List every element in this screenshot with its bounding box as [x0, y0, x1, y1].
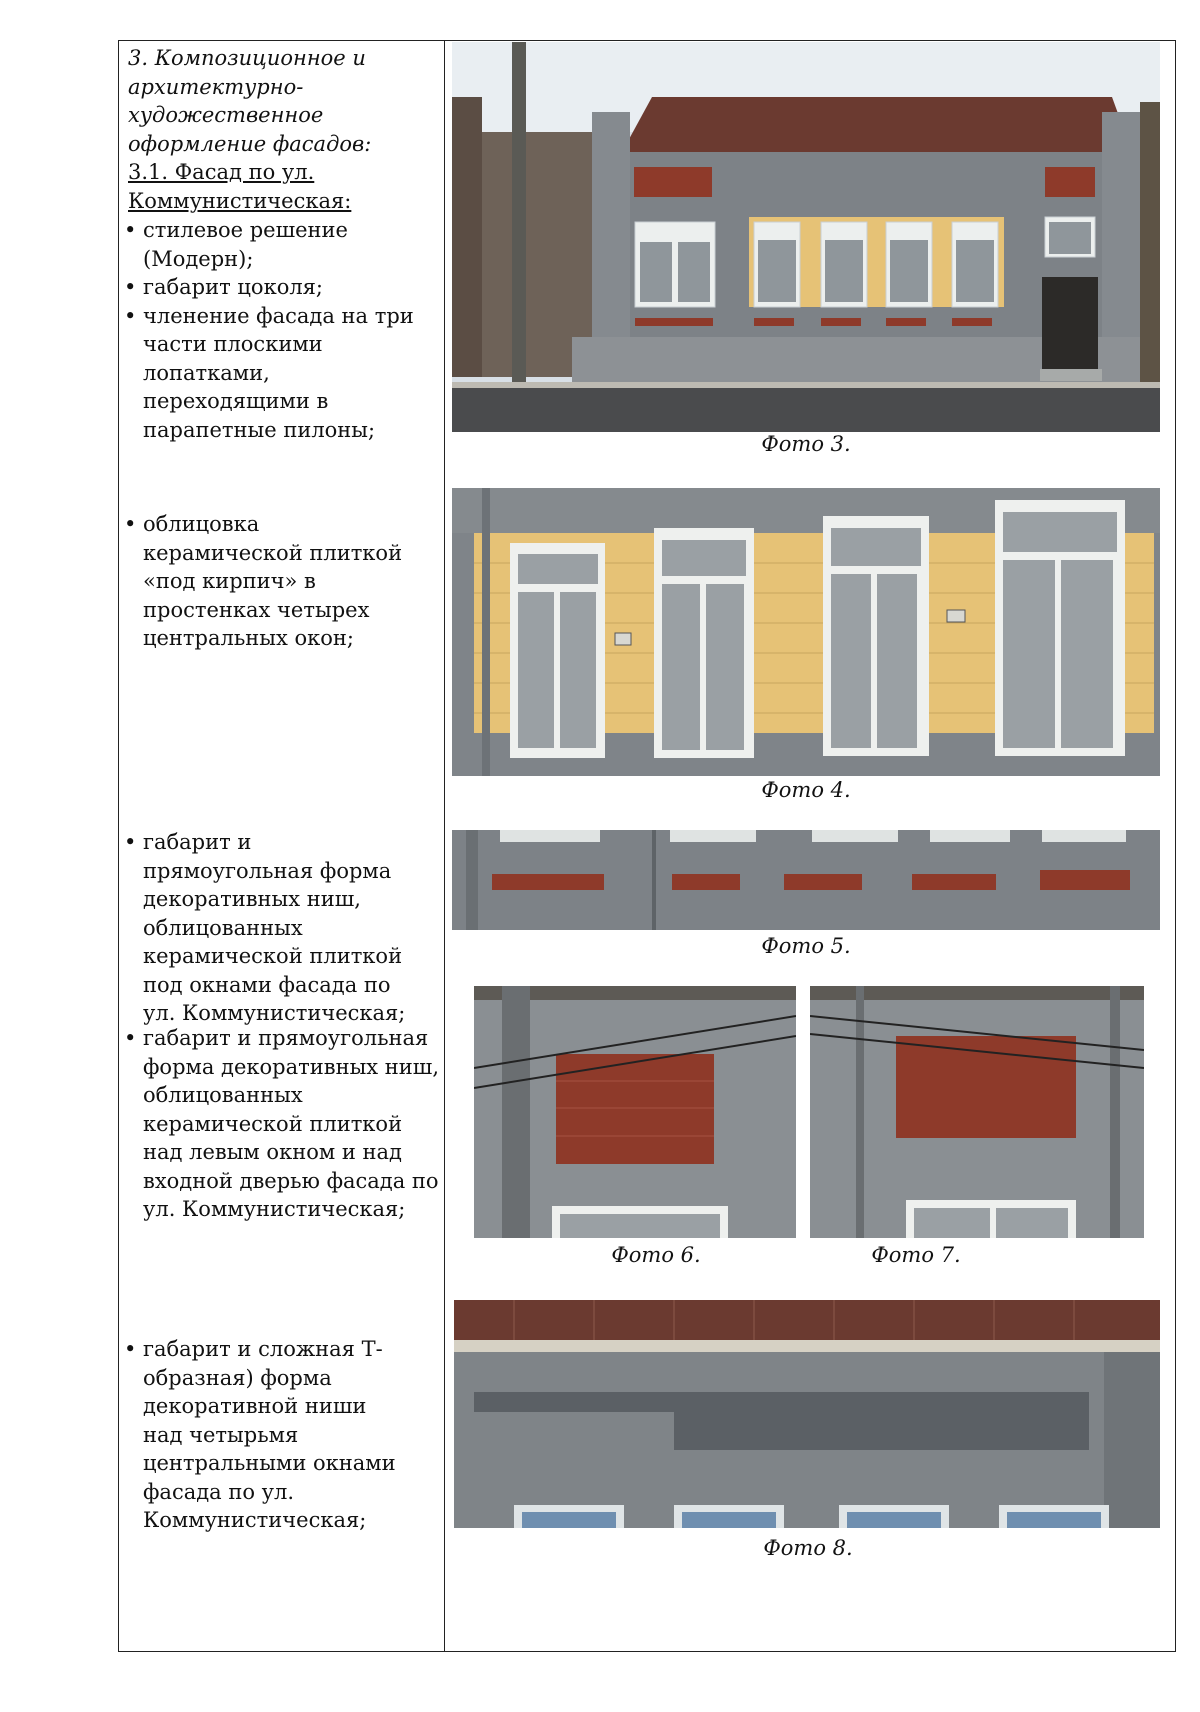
- bullet-group-2: [122, 510, 422, 653]
- heading-line: 3. Композиционное и: [128, 46, 366, 70]
- photo-5-caption: Фото 5.: [761, 934, 851, 958]
- bullet-group-4: [122, 1024, 440, 1224]
- photo-4-brick-cladding: [452, 488, 1160, 776]
- section-heading: [128, 44, 438, 215]
- bullet-item: • габарит цоколя;: [122, 273, 440, 302]
- subheading-line: Коммунистическая:: [128, 188, 352, 213]
- photo-6-caption: Фото 6.: [611, 1243, 701, 1267]
- bullet-item: • габарит и прямоугольная форма декоративных ниш, облицованных керамической плиткой под окнами фасада по ул. Коммунистическая;: [122, 828, 422, 1028]
- bullet-item: • облицовка керамической плиткой «под кирпич» в простенках четырех центральных окон;: [122, 510, 422, 653]
- bullet-item: • членение фасада на три части плоскими лопатками, переходящими в парапетные пилоны;: [122, 302, 440, 445]
- heading-line: художественное: [128, 103, 324, 127]
- photo-7-door-niche: [810, 986, 1144, 1238]
- subheading-line: 3.1. Фасад по ул.: [128, 160, 315, 184]
- column-divider: [444, 40, 445, 1652]
- bullet-item: • стилевое решение (Модерн);: [122, 216, 440, 273]
- photo-6-left-niche: [474, 986, 796, 1238]
- photo-7-caption: Фото 7.: [871, 1243, 961, 1267]
- heading-line: архитектурно-: [128, 74, 304, 99]
- bullet-item: • габарит и сложная Т-образная) форма декоративной ниши над четырьмя центральными окнами фасада по ул. Коммунистическая;: [122, 1335, 412, 1535]
- photo-8-caption: Фото 8.: [763, 1536, 853, 1560]
- bullet-group-3: [122, 828, 422, 1028]
- photo-4-caption: Фото 4.: [761, 778, 851, 802]
- photo-5-lower-niches: [452, 830, 1160, 930]
- photo-8-t-niche: [454, 1300, 1160, 1528]
- photo-3-facade: [452, 42, 1160, 432]
- bullet-group-5: [122, 1335, 412, 1535]
- bullet-group-1: [122, 216, 440, 444]
- photo-3-caption: Фото 3.: [761, 432, 851, 456]
- heading-line: оформление фасадов:: [128, 131, 372, 156]
- bullet-item: • габарит и прямоугольная форма декоративных ниш, облицованных керамической плиткой над левым окном и над входной дверью фасада по ул. Коммунистическая;: [122, 1024, 440, 1224]
